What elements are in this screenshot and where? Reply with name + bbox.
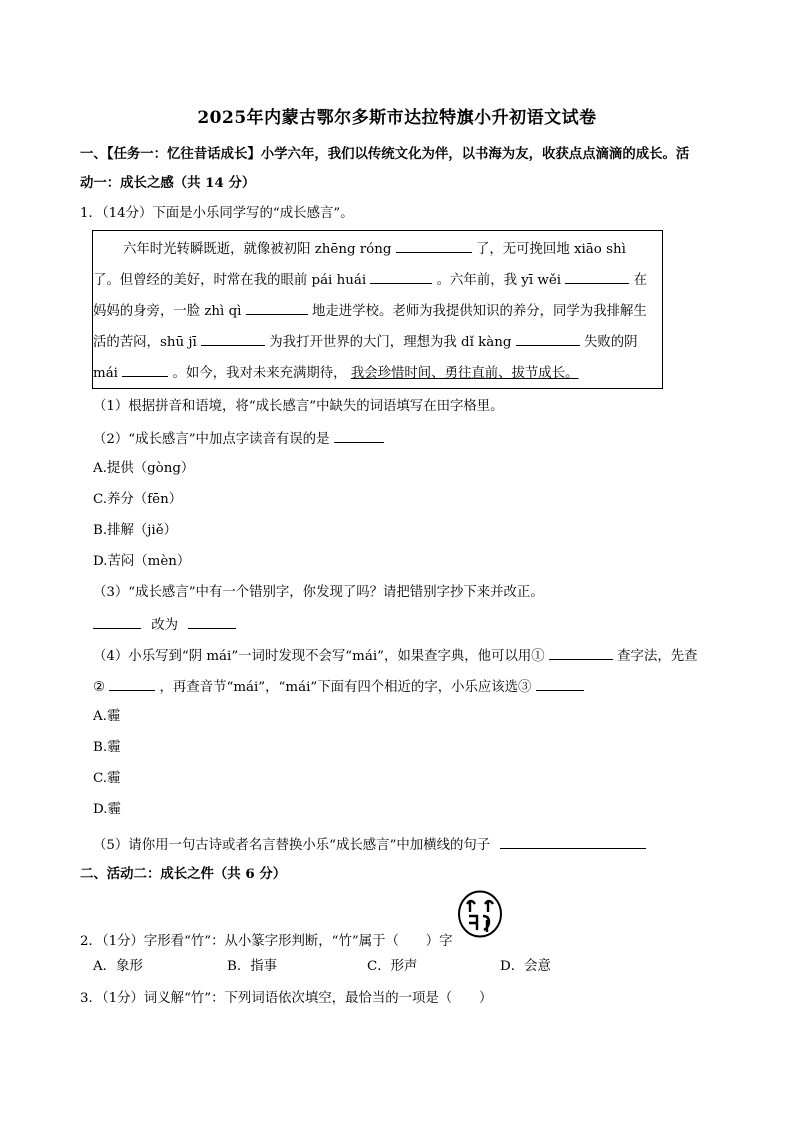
q1-sub2-option-d[interactable]: D.苦闷（mèn） (93, 554, 191, 569)
answer-blank[interactable] (201, 331, 265, 346)
answer-blank[interactable] (516, 331, 580, 346)
q1-sub3-mid: 改为 (151, 618, 179, 633)
q1-sub4-option-a[interactable]: A.霾 (93, 709, 121, 724)
essay-text: 了，无可挽回地 xiāo shì (475, 242, 626, 257)
essay-line-2 (93, 269, 647, 291)
q1-sub4-option-c[interactable]: C.霾 (93, 771, 121, 786)
essay-text: 妈妈的身旁，一脸 zhì qì (93, 304, 242, 319)
q1-sub4-option-b[interactable]: B.霾 (93, 740, 121, 755)
q3-stem: 3．（1分）词义解“竹”：下列词语依次填空，最恰当的一项是（ ） (80, 991, 493, 1006)
essay-text: 。如今，我对未来充满期待， (172, 366, 347, 381)
essay-line-1 (123, 238, 626, 260)
essay-line-3 (93, 300, 647, 322)
q1-sub4-line1 (93, 645, 698, 667)
q2-stem: 2．（1分）字形看“竹”：从小篆字形判断，“竹”属于（ ）字 (80, 934, 453, 949)
q1-sub2-option-a[interactable]: A.提供（gòng） (93, 461, 195, 476)
growth-essay-box (92, 230, 663, 389)
q1-sub2-text: （2）“成长感言”中加点字读音有误的是 (93, 432, 330, 447)
q1-stem: 1．（14分）下面是小乐同学写的“成长感言”。 (80, 206, 354, 221)
q2-choice-d[interactable]: D．会意 (500, 959, 551, 974)
essay-text: 为我打开世界的大门，理想为我 dǐ kàng (269, 335, 512, 350)
answer-blank[interactable] (109, 676, 155, 691)
q1-sub4-text: （4）小乐写到“阴 mái”一词时发现不会写“mái”，如果查字典，他可以用① (93, 649, 545, 664)
answer-blank[interactable] (188, 614, 236, 629)
essay-text: 。六年前，我 yī wěi (436, 273, 562, 288)
page-title: 2025年内蒙古鄂尔多斯市达拉特旗小升初语文试卷 (197, 108, 597, 128)
q1-sub1: （1）根据拼音和语境，将“成长感言”中缺失的词语填写在田字格里。 (93, 399, 504, 414)
essay-text: 在 (633, 273, 647, 288)
answer-blank[interactable] (536, 676, 584, 691)
essay-text: 活的苦闷，shū jī (93, 335, 197, 350)
section1-heading-line2: 动一：成长之感（共 14 分） (80, 175, 256, 191)
seal-script-bamboo-icon (457, 890, 503, 938)
q1-sub4-text: ，再查音节“mái”，“mái”下面有四个相近的字，小乐应该选③ (159, 680, 532, 695)
q1-sub4-option-d[interactable]: D.霾 (93, 802, 121, 817)
answer-blank[interactable] (370, 269, 432, 284)
answer-blank[interactable] (93, 614, 141, 629)
q2-choice-c[interactable]: C．形声 (367, 959, 418, 974)
q1-sub2-option-c[interactable]: C.养分（fēn） (93, 492, 183, 507)
q1-sub2 (93, 428, 384, 450)
answer-blank[interactable] (549, 645, 613, 660)
q2-choice-a[interactable]: A．象形 (93, 959, 143, 974)
q1-sub4-line2 (93, 676, 584, 698)
essay-text: 地走进学校。老师为我提供知识的养分，同学为我排解生 (312, 304, 647, 319)
answer-blank[interactable] (500, 834, 646, 849)
section2-heading: 二、活动二：成长之件（共 6 分） (80, 866, 287, 882)
answer-blank[interactable] (396, 238, 472, 253)
answer-blank[interactable] (565, 269, 629, 284)
essay-line-5 (93, 362, 578, 384)
q1-sub5 (93, 834, 646, 856)
answer-blank[interactable] (122, 362, 168, 377)
essay-line-4 (93, 331, 638, 353)
section1-heading-line1: 一、【任务一：忆往昔话成长】小学六年，我们以传统文化为伴，以书海为友，收获点点滴滴的成长。活 (80, 146, 690, 162)
q1-sub4-text: ② (93, 680, 106, 695)
answer-blank[interactable] (334, 428, 384, 443)
q1-sub5-text: （5）请你用一句古诗或者名言替换小乐“成长感言”中加横线的句子 (93, 838, 491, 853)
q2-choice-b[interactable]: B．指事 (227, 959, 278, 974)
underlined-sentence: 我会珍惜时间、勇往直前、拔节成长。 (350, 366, 579, 381)
q1-sub4-text: 查字法，先查 (617, 649, 698, 664)
answer-blank[interactable] (246, 300, 308, 315)
essay-text: 失败的阴 (583, 335, 638, 350)
q1-sub3-answer (93, 614, 236, 636)
essay-text: 了。但曾经的美好，时常在我的眼前 pái huái (93, 273, 367, 288)
essay-text: 六年时光转瞬既逝，就像被初阳 zhēng róng (123, 242, 392, 257)
q1-sub2-option-b[interactable]: B.排解（jiě） (93, 523, 178, 538)
q1-sub3: （3）“成长感言”中有一个错别字，你发现了吗？请把错别字抄下来并改正。 (93, 585, 544, 600)
essay-text: mái (93, 366, 118, 381)
